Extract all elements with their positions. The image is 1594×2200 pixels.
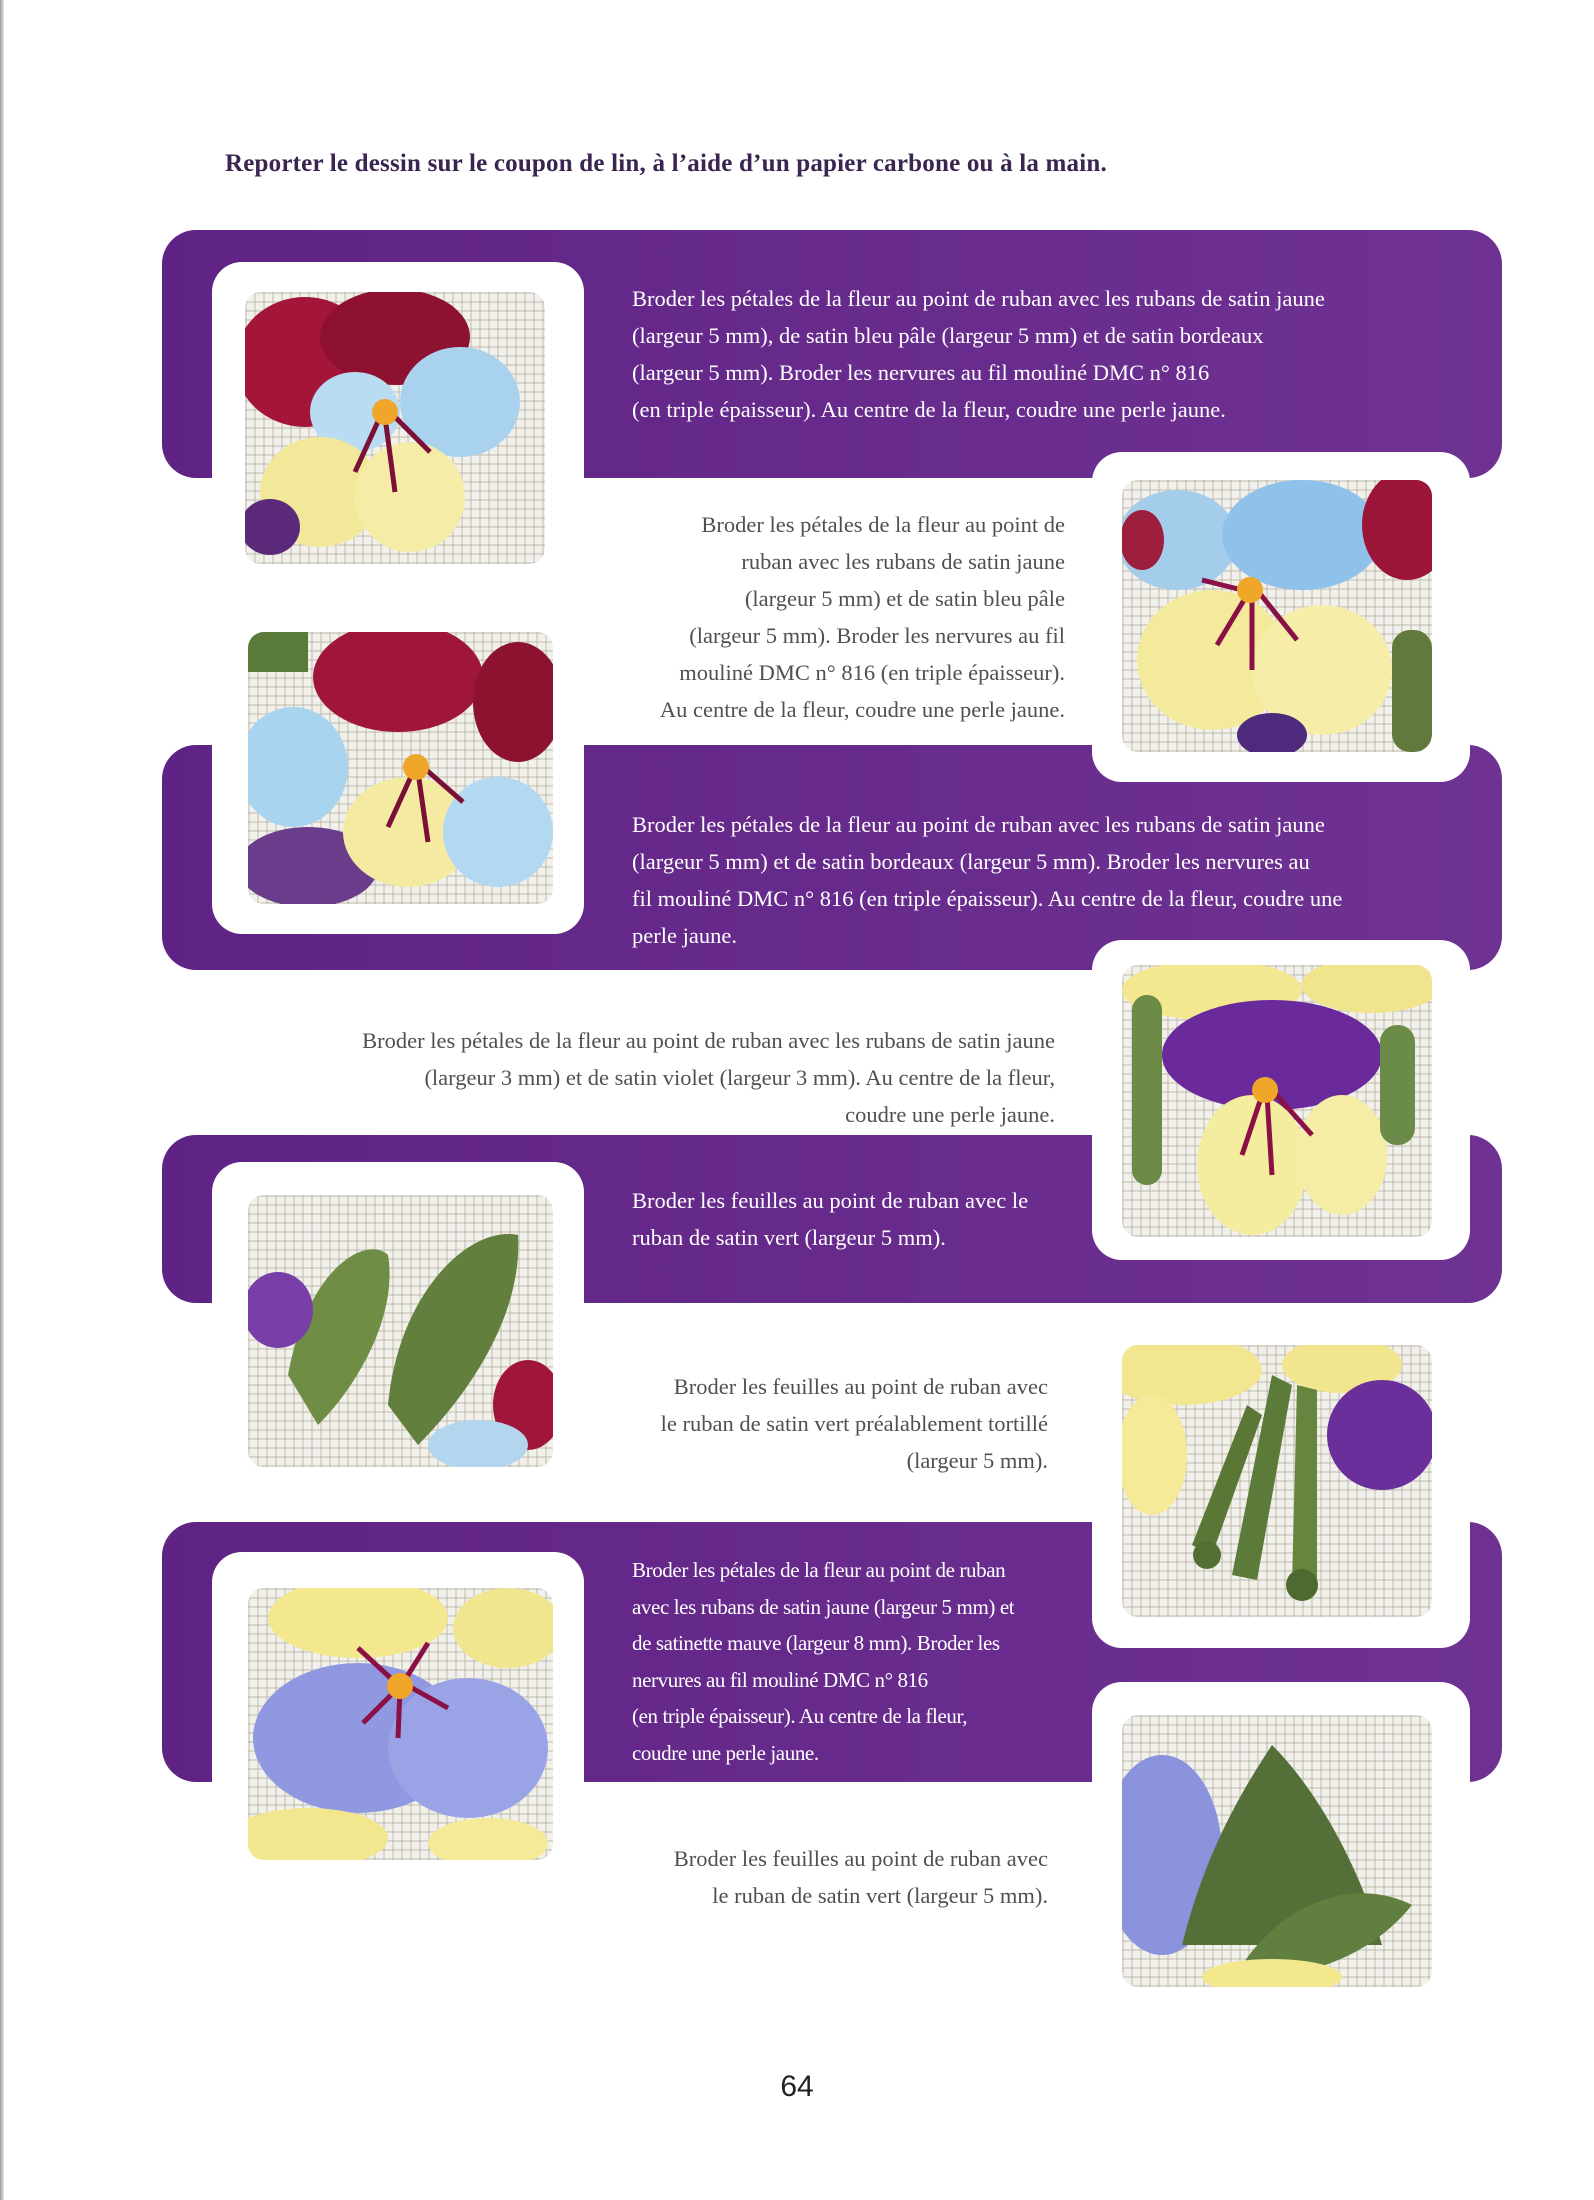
embroidery-photo-2: [1122, 480, 1432, 752]
embroidery-photo-5: [248, 1195, 553, 1467]
step-text-5: Broder les feuilles au point de ruban avec le ruban de satin vert (largeur 5 mm).: [632, 1188, 1029, 1250]
step-text-4: Broder les pétales de la fleur au point de ruban avec les rubans de satin jaune (largeur 3 mm) et de satin violet (largeur 3 mm). Au centre de la fleur, coudre une perle jaune.: [362, 1028, 1055, 1127]
embroidery-photo-8: [1122, 1715, 1432, 1987]
intro-instruction: Reporter le dessin sur le coupon de lin, à l’aide d’un papier carbone ou à la main.: [225, 150, 1107, 177]
page-number: 64: [780, 2070, 814, 2103]
step-text-1: Broder les pétales de la fleur au point de ruban avec les rubans de satin jaune (largeur 5 mm), de satin bleu pâle (largeur 5 mm) et de satin bordeaux (largeur 5 mm). Broder les nervures au fil mouliné DMC n° 816 (en triple épaisseur). Au centre de la fleur, coudre une perle jaune.: [632, 286, 1325, 422]
page-edge: [0, 0, 4, 2200]
step-text-6: Broder les feuilles au point de ruban avec le ruban de satin vert préalablement tortillé (largeur 5 mm).: [660, 1374, 1048, 1473]
step-text-7: Broder les pétales de la fleur au point de ruban avec les rubans de satin jaune (largeur 5 mm) et de satinette mauve (largeur 8 mm). Broder les nervures au fil mouliné DMC n° 816 (en triple épaisseur). Au centre de la fleur, coudre une perle jaune.: [632, 1558, 1015, 1765]
embroidery-photo-7: [248, 1588, 553, 1860]
pansy-violet-yellow-illustration: [1122, 965, 1432, 1237]
twisted-leaves-illustration: [1122, 1345, 1432, 1617]
pansy-blue-yellow-illustration: [1122, 480, 1432, 752]
leaves-with-mauve-flower-illustration: [1122, 1715, 1432, 1987]
step-text-2: Broder les pétales de la fleur au point de ruban avec les rubans de satin jaune (largeur 5 mm) et de satin bleu pâle (largeur 5 mm). Broder les nervures au fil mouliné DMC n° 816 (en triple épaisseur). Au centre de la fleur, coudre une perle jaune.: [659, 512, 1065, 722]
embroidery-photo-1: [245, 292, 545, 564]
embroidery-photo-6: [1122, 1345, 1432, 1617]
pansy-mauve-yellow-illustration: [248, 1588, 553, 1860]
pansy-bordeaux-blue-yellow-illustration: [245, 292, 545, 564]
embroidery-photo-4: [1122, 965, 1432, 1237]
step-text-8: Broder les feuilles au point de ruban avec le ruban de satin vert (largeur 5 mm).: [673, 1846, 1048, 1908]
step-text-3: Broder les pétales de la fleur au point de ruban avec les rubans de satin jaune (largeur 5 mm) et de satin bordeaux (largeur 5 mm). Broder les nervures au fil mouliné DMC n° 816 (en triple épaisseur). Au centre de la fleur, coudre une perle jaune.: [632, 812, 1343, 948]
pansy-bordeaux-yellow-illustration: [248, 632, 553, 904]
green-leaves-illustration: [248, 1195, 553, 1467]
embroidery-photo-3: [248, 632, 553, 904]
